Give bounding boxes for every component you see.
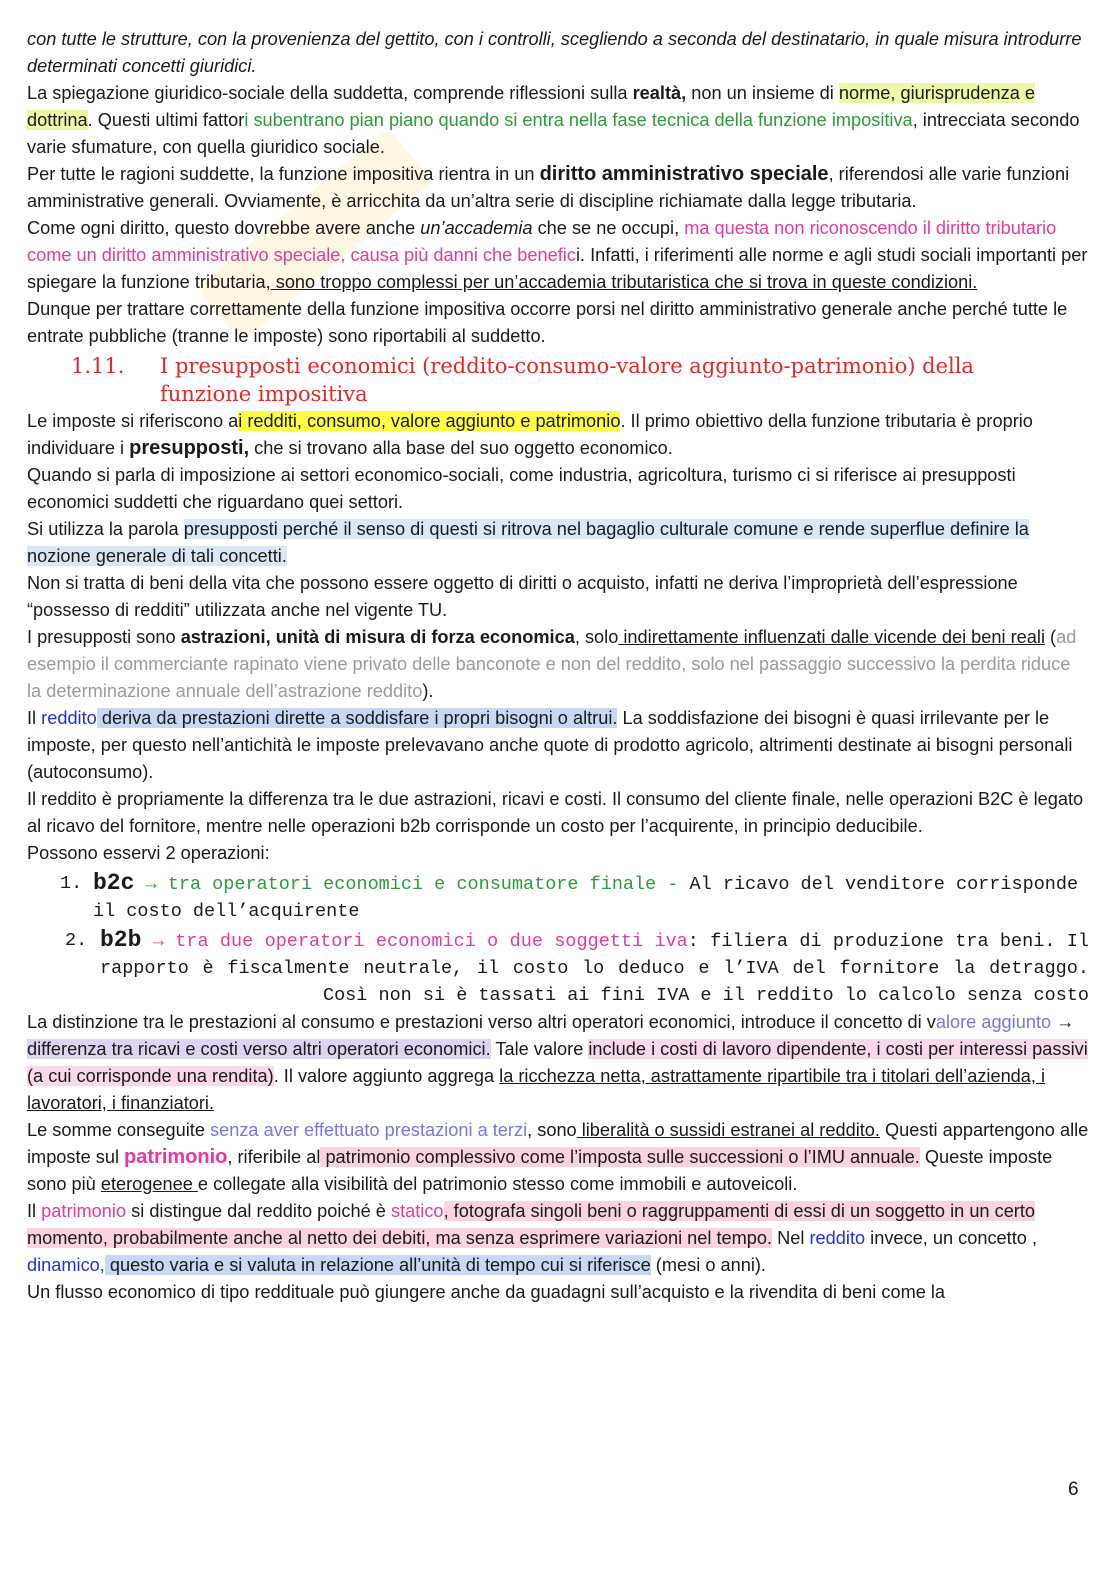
bold-text: diritto amministrativo speciale [539, 163, 829, 185]
text: che si trovano alla base del suo oggetto economico. [249, 438, 673, 458]
highlight: , fotografa singoli beni o raggruppamenti di essi di un soggetto in un certo momento, probabilmente anche al netto dei debiti, ma senza esprimere variazioni nel tempo. [27, 1201, 1036, 1248]
underlined-text: liberalità o sussidi estranei al reddito. [576, 1120, 880, 1140]
magenta-text: ma questa non riconoscendo il diritto tributario come un diritto amministrativo speciale, causa più danni che benefic [27, 218, 1057, 265]
highlight: norme, giurisprudenza e dottrina [27, 83, 1035, 130]
text: Al ricavo del venditore corrisponde il costo dell’acquirente [93, 874, 1079, 922]
underlined-text: la ricchezza netta, astrattamente ripartibile tra i titolari dell’azienda, i lavoratori, i finanziatori. [27, 1066, 1046, 1113]
text: , intrecciata secondo varie sfumature, con quella giuridico sociale. [27, 110, 1080, 157]
operation-key: b2b [100, 927, 142, 953]
paragraph-11 [27, 705, 1089, 786]
underlined-text: indirettamente influenzati dalle vicende dei beni reali [618, 627, 1045, 647]
section-title: I presupposti economici (reddito-consumo-valore aggiunto-patrimonio) della funzione impositiva [160, 354, 974, 406]
text: , sono [527, 1120, 577, 1140]
section-heading [27, 352, 1089, 408]
operation-key: b2c [93, 870, 135, 896]
list-item [27, 927, 1089, 1009]
text: Come ogni diritto, questo dovrebbe avere anche [27, 218, 421, 238]
text: ( [1045, 627, 1057, 647]
text: Non si tratta di beni della vita che possono essere oggetto di diritti o acquisto, infatti ne deriva l’improprietà dell’espressione “possesso di redditi” utilizzata anche nel vigente TU. [27, 573, 1018, 620]
text: . Il primo obiettivo della funzione tributaria è proprio individuare i [27, 411, 1033, 458]
text: non un insieme di [686, 83, 839, 103]
paragraph-2 [27, 80, 1089, 161]
text: I presupposti sono [27, 627, 181, 647]
green-text: tra operatori economici e consumatore finale - [156, 874, 679, 895]
underlined-text: eterogenee [100, 1174, 198, 1194]
highlight: deriva da prestazioni dirette a soddisfare i propri bisogni o altrui. [96, 708, 618, 728]
text: La soddisfazione dei bisogni è quasi irrilevante per le imposte, per questo nell’antichità le imposte prelevavano anche quote di prodotto agricolo, altrimenti destinate ai bisogni personali (autoconsumo). [27, 708, 1073, 782]
paragraph-1 [27, 26, 1089, 80]
paragraph-3 [27, 161, 1089, 215]
highlight: questo varia e si valuta in relazione all’unità di tempo cui si riferisce [104, 1255, 651, 1275]
magenta-text: patrimonio [41, 1201, 127, 1221]
text: Tale valore [490, 1039, 589, 1059]
text: Il [27, 1201, 42, 1221]
text: ). [422, 681, 434, 701]
underlined-text: sono troppo complessi per un’accademia tributaristica che si trova in queste condizioni. [270, 272, 978, 292]
blue-text: reddito [809, 1228, 866, 1248]
text: Quando si parla di imposizione ai settori economico-sociali, come industria, agricoltura, turismo ci si riferisce ai presupposti economici suddetti che riguardano quei settori. [27, 465, 1016, 512]
text: , riferendosi alle varie funzioni amministrative generali. Ovviamente, è arricchita da un’altra serie di discipline richiamate dalla legge tributaria. [27, 164, 1070, 211]
text: Queste imposte sono più [27, 1147, 1053, 1194]
paragraph-7 [27, 462, 1089, 516]
arrow-icon: → [145, 874, 157, 895]
magenta-text: statico [390, 1201, 444, 1221]
blue-text: reddito [41, 708, 97, 728]
document-page [27, 26, 1089, 1306]
text: Possono esservi 2 operazioni: [27, 843, 270, 863]
text: La distinzione tra le prestazioni al consumo e prestazioni verso altri operatori economici, introduce il concetto di v [27, 1012, 936, 1032]
paragraph-14 [27, 1009, 1089, 1117]
text: → [1051, 1012, 1075, 1032]
paragraph-13 [27, 840, 1089, 867]
text: , solo [574, 627, 619, 647]
text: Le somme conseguite [27, 1120, 210, 1140]
text: Si utilizza la parola [27, 519, 184, 539]
section-number: 1.11. [71, 354, 125, 378]
text: e collegate alla visibilità del patrimonio stesso come immobili e autoveicoli. [197, 1174, 798, 1194]
list-item [27, 870, 1089, 925]
list-number: 1. [60, 873, 83, 894]
highlight: i redditi, consumo, valore aggiunto e patrimonio [238, 411, 621, 431]
green-text: i subentrano pian piano quando si entra nella fase tecnica della funzione impositiva [244, 110, 913, 130]
page-number: 6 [1068, 1479, 1079, 1500]
paragraph-8 [27, 516, 1089, 570]
text: (mesi o anni). [650, 1255, 766, 1275]
italic-text: un’accademia [420, 218, 533, 238]
paragraph-10 [27, 624, 1089, 705]
text: con tutte le strutture, con la provenienza del gettito, con i controlli, scegliendo a seconda del destinatario, in quale misura introdurre determinati concetti giuridici. [27, 29, 1082, 76]
text: : filiera di produzione tra beni. Il rapporto è fiscalmente neutrale, il costo lo deduco e l’IVA del fornitore la detraggo. Così non si è tassati ai fini IVA e il reddito lo calcolo senza costo [100, 931, 1090, 1006]
text: Questi appartengono alle imposte sul [27, 1120, 1089, 1167]
paragraph-9 [27, 570, 1089, 624]
text: Il reddito è propriamente la differenza tra le due astrazioni, ricavi e costi. Il consumo del cliente finale, nelle operazioni B2C è legato al ricavo del fornitore, mentre nelle operazioni b2b corrisponde un costo per l’acquirente, in principio deducibile. [27, 789, 1084, 836]
bold-text: astrazioni, unità di misura di forza economica [180, 627, 575, 647]
text: La spiegazione giuridico-sociale della suddetta, comprende riflessioni sulla [27, 83, 633, 103]
bold-text: patrimonio [124, 1146, 228, 1168]
arrow-icon: → [152, 931, 164, 952]
highlight: differenza tra ricavi e costi verso altri operatori economici. [27, 1039, 491, 1059]
blue-text: alore aggiunto [935, 1012, 1052, 1032]
text: , riferibile al [227, 1147, 321, 1167]
bold-text: realtà, [632, 83, 687, 103]
paragraph-17 [27, 1279, 1089, 1306]
paragraph-16 [27, 1198, 1089, 1279]
text: si distingue dal reddito poiché è [126, 1201, 391, 1221]
text: i. Infatti, i riferimenti alle norme e agli studi sociali importanti per spiegare la funzione tributaria, [27, 245, 1088, 292]
text: Dunque per trattare correttamente della funzione impositiva occorre porsi nel diritto amministrativo generale anche perché tutte le entrate pubbliche (tranne le imposte) sono riportabili al suddetto. [27, 299, 1068, 346]
bold-text: presupposti, [129, 437, 250, 459]
paragraph-4 [27, 215, 1089, 296]
highlight: patrimonio complessivo come l’imposta sulle successioni o l’IMU annuale. [320, 1147, 920, 1167]
text: invece, un concetto , [865, 1228, 1038, 1248]
text: Le imposte si riferiscono a [27, 411, 239, 431]
text: Nel [772, 1228, 810, 1248]
magenta-text: tra due operatori economici o due soggetti iva [163, 931, 688, 952]
text: . Questi ultimi fattor [87, 110, 245, 130]
text: Un flusso economico di tipo reddituale può giungere anche da guadagni sull’acquisto e la rivendita di beni come la [27, 1282, 946, 1302]
text: Per tutte le ragioni suddette, la funzione impositiva rientra in un [27, 164, 540, 184]
highlight: presupposti perché il senso di questi si ritrova nel bagaglio culturale comune e rende superflue definire la nozione generale di tali concetti. [27, 519, 1029, 566]
grey-text: ad esempio il commerciante rapinato viene privato delle banconote e non del reddito, solo nel passaggio successivo la perdita riduce la determinazione annuale dell’astrazione reddito [27, 627, 1077, 701]
paragraph-6 [27, 408, 1089, 462]
highlight: include i costi di lavoro dipendente, i costi per interessi passivi (a cui corrisponde una rendita) [27, 1039, 1088, 1086]
blue-text: dinamico, [27, 1255, 105, 1275]
paragraph-5 [27, 296, 1089, 350]
list-number: 2. [65, 930, 88, 951]
blue-text: senza aver effettuato prestazioni a terzi [210, 1120, 528, 1140]
text: . Il valore aggiunto aggrega [273, 1066, 500, 1086]
paragraph-15 [27, 1117, 1089, 1198]
text: Il [27, 708, 42, 728]
paragraph-12 [27, 786, 1089, 840]
text: che se ne occupi, [532, 218, 685, 238]
